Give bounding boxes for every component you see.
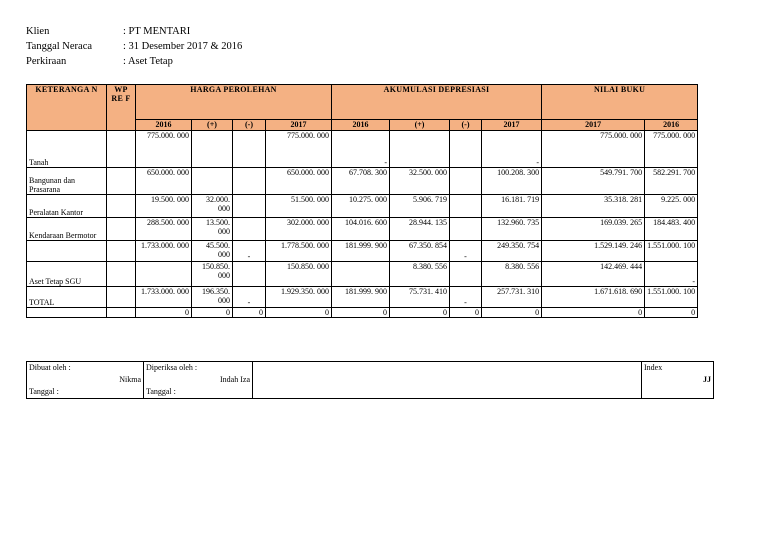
diperiksa-label: Diperiksa oleh : — [146, 363, 198, 372]
index-value: JJ — [703, 374, 711, 384]
footer-mark: 0 — [542, 308, 645, 318]
table-cell: 775.000. 000 — [645, 131, 698, 168]
table-cell: 1.733.000. 000 — [136, 241, 192, 262]
table-cell: - — [482, 131, 542, 168]
table-cell: 100.208. 300 — [482, 168, 542, 195]
table-body — [27, 131, 698, 308]
table-cell: 19.500. 000 — [136, 195, 192, 218]
harga-perolehan-header: HARGA PEROLEHAN — [136, 85, 332, 120]
header-row-perkiraan — [26, 54, 242, 69]
row-label: Kendaraan Bermotor — [27, 218, 107, 241]
table-cell: 288.500. 000 — [136, 218, 192, 241]
table-cell — [450, 131, 482, 168]
table-cell — [233, 168, 266, 195]
table-cell — [192, 168, 233, 195]
table-cell: 104.016. 600 — [332, 218, 390, 241]
table-row — [27, 131, 698, 168]
footer-mark: 0 — [482, 308, 542, 318]
row-label: Tanah — [27, 131, 107, 168]
table-cell: 1.778.500. 000 — [266, 241, 332, 262]
diperiksa-cell — [144, 362, 253, 399]
sub-header: (-) — [450, 120, 482, 131]
table-footer-marks — [27, 308, 698, 318]
table-cell: 8.380. 556 — [482, 262, 542, 287]
table-cell: 13.500. 000 — [192, 218, 233, 241]
asset-schedule-table — [26, 84, 698, 318]
table-cell — [332, 262, 390, 287]
table-cell — [233, 195, 266, 218]
table-cell: - — [233, 287, 266, 308]
table-cell: 28.944. 135 — [390, 218, 450, 241]
table-cell: 184.483. 400 — [645, 218, 698, 241]
row-label: Aset Tetap SGU — [27, 262, 107, 287]
table-cell: 142.469. 444 — [542, 262, 645, 287]
table-row — [27, 262, 698, 287]
table-row — [27, 195, 698, 218]
table-cell: - — [450, 287, 482, 308]
footer-mark: 0 — [233, 308, 266, 318]
table-cell: - — [233, 241, 266, 262]
table-row — [27, 287, 698, 308]
table-cell: 9.225. 000 — [645, 195, 698, 218]
wpref-header: WP RE F — [107, 85, 136, 131]
table-cell: 181.999. 900 — [332, 241, 390, 262]
dibuat-label: Dibuat oleh : — [29, 363, 71, 372]
table-cell: 650.000. 000 — [266, 168, 332, 195]
wpref-cell — [107, 168, 136, 195]
table-cell: 196.350. 000 — [192, 287, 233, 308]
table-cell — [233, 262, 266, 287]
footer-mark: 0 — [332, 308, 390, 318]
row-label: Bangunan dan Prasarana — [27, 168, 107, 195]
table-cell: - — [450, 241, 482, 262]
table-cell: 10.275. 000 — [332, 195, 390, 218]
table-cell — [450, 218, 482, 241]
table-cell: 181.999. 900 — [332, 287, 390, 308]
table-cell: 150.850. 000 — [192, 262, 233, 287]
tanggal-label-1: Tanggal : — [29, 387, 59, 396]
wpref-cell — [107, 287, 136, 308]
table-cell: 32.500. 000 — [390, 168, 450, 195]
table-cell: 650.000. 000 — [136, 168, 192, 195]
table-cell: 1.671.618. 690 — [542, 287, 645, 308]
dibuat-name: Nikma — [119, 374, 141, 384]
table-cell: 775.000. 000 — [542, 131, 645, 168]
footer-mark: 0 — [450, 308, 482, 318]
table-cell: 35.318. 281 — [542, 195, 645, 218]
tanggal-label-2: Tanggal : — [146, 387, 176, 396]
table-cell: 302.000. 000 — [266, 218, 332, 241]
table-cell — [450, 262, 482, 287]
sub-header: 2017 — [542, 120, 645, 131]
table-cell — [233, 131, 266, 168]
table-cell: 1.551.000. 100 — [645, 287, 698, 308]
akumulasi-depresiasi-header: AKUMULASI DEPRESIASI — [332, 85, 542, 120]
wpref-cell — [107, 262, 136, 287]
table-cell: 775.000. 000 — [136, 131, 192, 168]
table-cell: 16.181. 719 — [482, 195, 542, 218]
table-cell: 5.906. 719 — [390, 195, 450, 218]
table-cell — [192, 131, 233, 168]
table-cell: 549.791. 700 — [542, 168, 645, 195]
dibuat-cell — [27, 362, 144, 399]
sub-header: 2017 — [482, 120, 542, 131]
sub-header: (+) — [390, 120, 450, 131]
document-header — [26, 24, 242, 69]
footer-mark: 0 — [645, 308, 698, 318]
table-cell: 249.350. 754 — [482, 241, 542, 262]
table-cell — [450, 195, 482, 218]
index-cell — [642, 362, 714, 399]
table-row — [27, 241, 698, 262]
sub-header: 2016 — [645, 120, 698, 131]
table-cell: 257.731. 310 — [482, 287, 542, 308]
header-row-klien — [26, 24, 242, 39]
footer-mark: 0 — [390, 308, 450, 318]
klien-label: Klien — [26, 26, 50, 37]
table-row — [27, 218, 698, 241]
table-cell: 775.000. 000 — [266, 131, 332, 168]
footer-mark: 0 — [192, 308, 233, 318]
table-cell: 32.000. 000 — [192, 195, 233, 218]
header-row-tanggal — [26, 39, 242, 54]
wpref-cell — [107, 241, 136, 262]
wpref-cell — [107, 131, 136, 168]
sub-header: (-) — [233, 120, 266, 131]
index-label: Index — [644, 363, 663, 372]
table-cell — [390, 131, 450, 168]
klien-value: : PT MENTARI — [123, 26, 191, 37]
table-cell — [233, 218, 266, 241]
sub-header: 2017 — [266, 120, 332, 131]
perkiraan-value: : Aset Tetap — [123, 56, 173, 67]
table-cell: 1.929.350. 000 — [266, 287, 332, 308]
diperiksa-name: Indah Iza — [220, 374, 250, 384]
wpref-cell — [107, 195, 136, 218]
table-cell: 1.529.149. 246 — [542, 241, 645, 262]
perkiraan-label: Perkiraan — [26, 56, 67, 67]
signoff-table — [26, 361, 714, 399]
table-cell: 150.850. 000 — [266, 262, 332, 287]
row-label: TOTAL — [27, 287, 107, 308]
footer-mark: 0 — [266, 308, 332, 318]
table-cell: - — [332, 131, 390, 168]
table-cell: 67.708. 300 — [332, 168, 390, 195]
table-cell: 75.731. 410 — [390, 287, 450, 308]
table-cell: 51.500. 000 — [266, 195, 332, 218]
nilai-buku-header: NILAI BUKU — [542, 85, 698, 120]
row-label: Peralatan Kantor — [27, 195, 107, 218]
table-cell: 1.733.000. 000 — [136, 287, 192, 308]
tanggal-neraca-value: : 31 Desember 2017 & 2016 — [123, 41, 243, 52]
table-cell: 169.039. 265 — [542, 218, 645, 241]
footer-mark: 0 — [136, 308, 192, 318]
table-header-row — [27, 85, 698, 120]
table-cell — [136, 262, 192, 287]
row-label — [27, 241, 107, 262]
table-cell — [450, 168, 482, 195]
wpref-cell — [107, 218, 136, 241]
table-cell: 8.380. 556 — [390, 262, 450, 287]
table-cell: 132.960. 735 — [482, 218, 542, 241]
tanggal-neraca-label: Tanggal Neraca — [26, 41, 93, 52]
table-cell: 582.291. 700 — [645, 168, 698, 195]
table-cell: 45.500. 000 — [192, 241, 233, 262]
table-cell: - — [645, 262, 698, 287]
blank-cell — [253, 362, 642, 399]
sub-header: (+) — [192, 120, 233, 131]
sub-header: 2016 — [136, 120, 192, 131]
signoff-row — [27, 362, 714, 399]
keterangan-header: KETERANGA N — [27, 85, 107, 131]
table-row — [27, 168, 698, 195]
sub-header: 2016 — [332, 120, 390, 131]
table-cell: 1.551.000. 100 — [645, 241, 698, 262]
table-cell: 67.350. 854 — [390, 241, 450, 262]
